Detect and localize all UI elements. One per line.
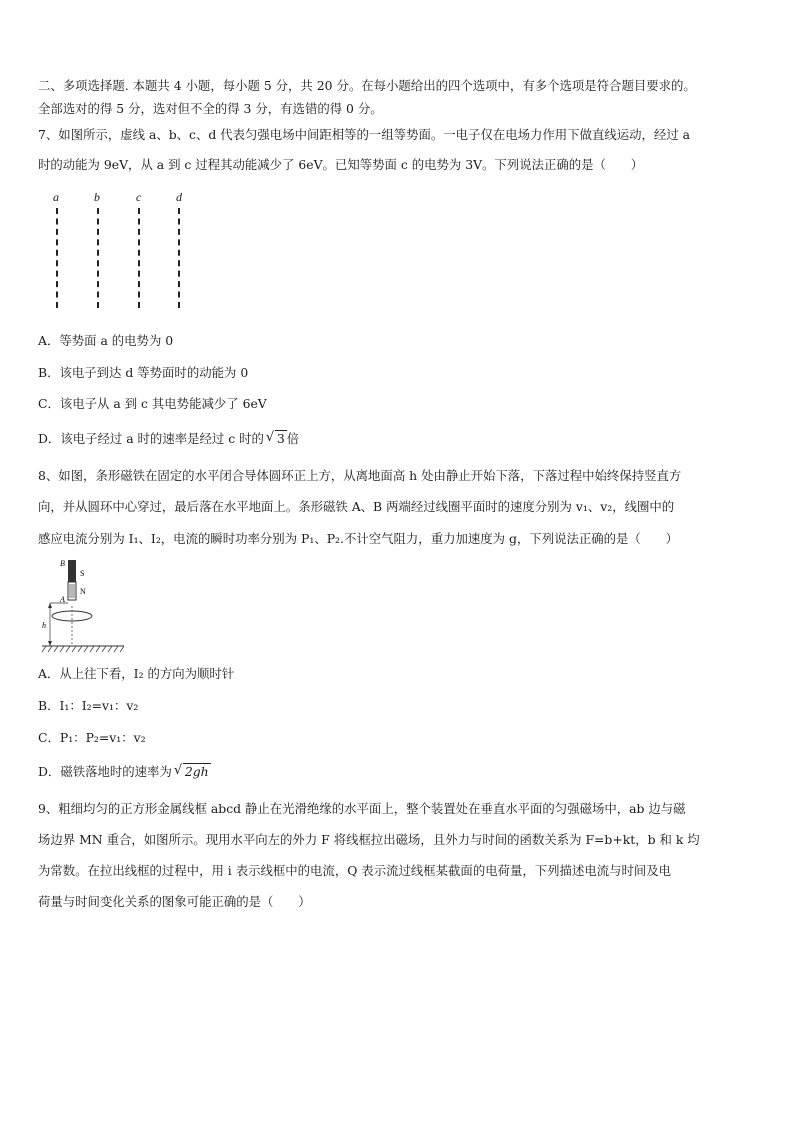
q9-stem-line4: 荷量与时间变化关系的图象可能正确的是（ ） bbox=[38, 894, 311, 909]
q9-stem-line1: 9、粗细均匀的正方形金属线框 abcd 静止在光滑绝缘的水平面上，整个装置处在垂直水平面的匀强磁场中，ab 边与磁 bbox=[38, 801, 686, 816]
q7-option-b: B．该电子到达 d 等势面时的动能为 0 bbox=[38, 365, 249, 380]
sqrt-symbol: √ 3 bbox=[266, 431, 287, 447]
equipotential-line-c bbox=[138, 208, 140, 308]
label-N: N bbox=[80, 587, 86, 596]
label-A: A bbox=[60, 595, 65, 604]
q7-option-c: C．该电子从 a 到 c 其电势能减少了 6eV bbox=[38, 396, 267, 411]
q8-stem-line1: 8、如图，条形磁铁在固定的水平闭合导体圆环正上方，从离地面高 h 处由静止开始下落，下落过程中始终保持竖直方 bbox=[38, 468, 682, 483]
q7-option-d-text: D．该电子经过 a 时的速率是经过 c 时的 bbox=[38, 431, 264, 446]
equipotential-line-a bbox=[56, 208, 58, 308]
magnet-south-pole bbox=[68, 560, 76, 582]
q8-stem-line2: 向，并从圆环中心穿过，最后落在水平地面上。条形磁铁 A、B 两端经过线圈平面时的速度分别为 v₁、v₂，线圈中的 bbox=[38, 499, 675, 514]
q7-option-a: A．等势面 a 的电势为 0 bbox=[38, 333, 174, 348]
q8-option-d-text: D．磁铁落地时的速率为 bbox=[38, 764, 172, 779]
q7-stem-line2: 时的动能为 9eV，从 a 到 c 过程其动能减少了 6eV。已知等势面 c 的电势为 3V。下列说法正确的是（ ） bbox=[38, 157, 644, 172]
q8-option-a: A．从上往下看，I₂ 的方向为顺时针 bbox=[38, 666, 235, 681]
q8-magnet-figure bbox=[38, 556, 128, 658]
section-title-line1: 二、多项选择题. 本题共 4 小题，每小题 5 分，共 20 分。在每小题给出的四个选项中，有多个选项是符合题目要求的。 bbox=[38, 78, 696, 93]
q8-option-b: B．I₁：I₂=v₁：v₂ bbox=[38, 698, 139, 713]
q9-stem-line2: 场边界 MN 重合，如图所示。现用水平向左的外力 F 将线框拉出磁场，且外力与时间的函数关系为 F=b+kt，b 和 k 均 bbox=[38, 832, 700, 847]
equipotential-line-d bbox=[178, 208, 180, 308]
q7-label-d: d bbox=[176, 190, 182, 204]
q7-label-c: c bbox=[136, 190, 142, 204]
q7-label-a: a bbox=[53, 190, 59, 204]
section-title-line2: 全部选对的得 5 分，选对但不全的得 3 分，有选错的得 0 分。 bbox=[38, 101, 383, 116]
ground-hatch bbox=[42, 646, 124, 652]
label-S: S bbox=[80, 569, 85, 578]
q7-label-b: b bbox=[94, 190, 100, 204]
sqrt-symbol: √ 2gh bbox=[174, 764, 211, 780]
q9-stem-line3: 为常数。在拉出线框的过程中，用 i 表示线框中的电流，Q 表示流过线框某截面的电荷量，下列描述电流与时间及电 bbox=[38, 863, 672, 878]
q7-option-d-suffix: 倍 bbox=[286, 431, 300, 446]
q7-stem-line1: 7、如图所示，虚线 a、b、c、d 代表匀强电场中间距相等的一组等势面。一电子仅在电场力作用下做直线运动，经过 a bbox=[38, 127, 691, 142]
label-h: h bbox=[42, 621, 46, 630]
equipotential-line-b bbox=[97, 208, 99, 308]
q8-option-c: C．P₁：P₂=v₁：v₂ bbox=[38, 730, 146, 745]
q8-option-d bbox=[38, 764, 211, 780]
label-B: B bbox=[60, 559, 65, 568]
q7-option-d bbox=[38, 431, 299, 447]
q8-stem-line3: 感应电流分别为 I₁、I₂，电流的瞬时功率分别为 P₁、P₂.不计空气阻力，重力加速度为 g，下列说法正确的是（ ） bbox=[38, 531, 678, 546]
